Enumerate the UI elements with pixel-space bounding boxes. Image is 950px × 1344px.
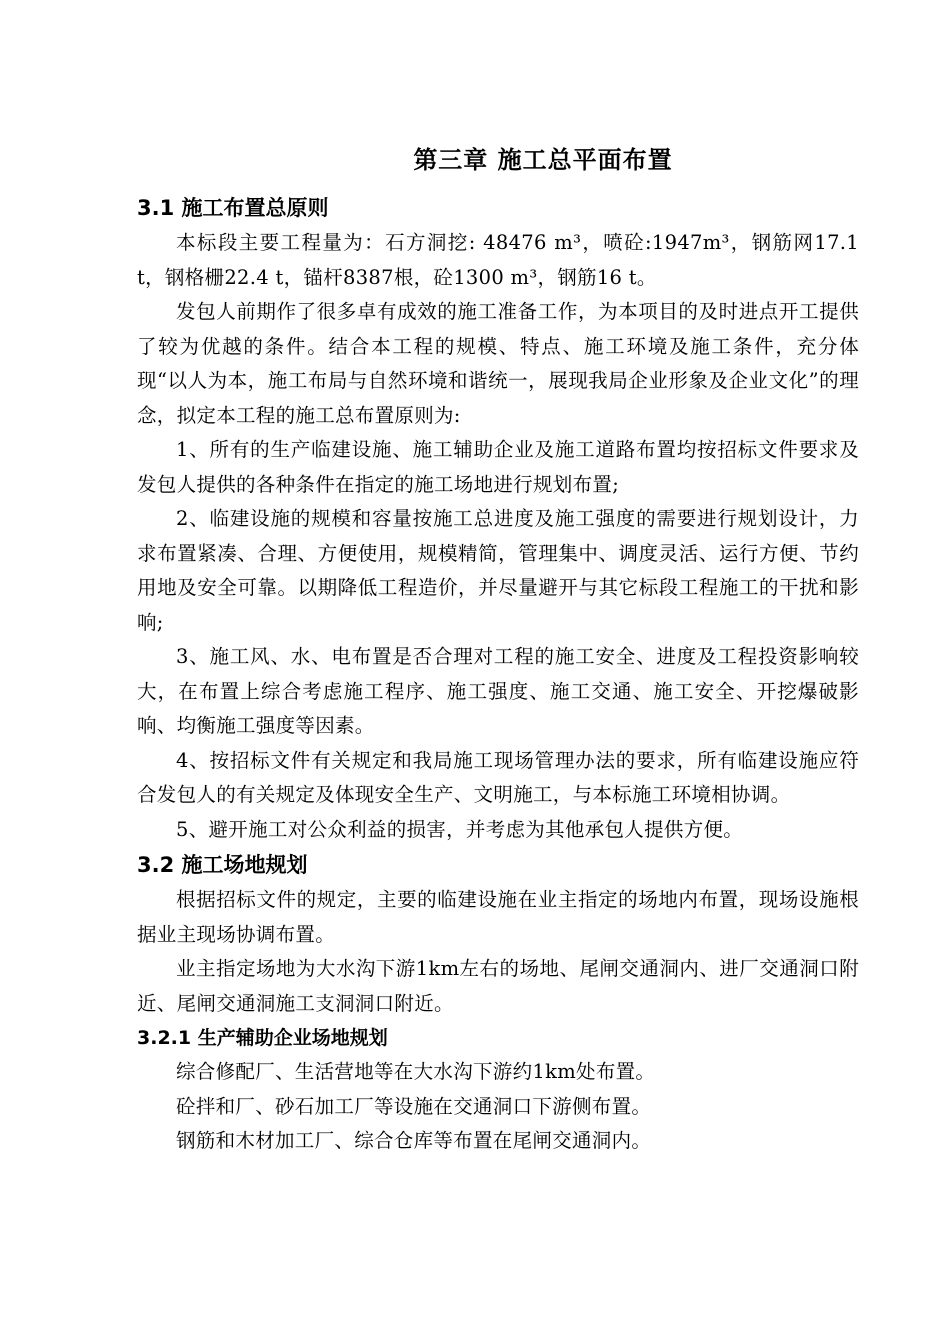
list-item: 3、施工风、水、电布置是否合理对工程的施工安全、进度及工程投资影响较大，在布置上综合考虑施工程序、施工强度、施工交通、施工安全、开挖爆破影响、均衡施工强度等因素。 (137, 645, 859, 737)
list-item: 5、避开施工对公众利益的损害，并考虑为其他承包人提供方便。 (176, 817, 744, 841)
list-item: 1、所有的生产临建设施、施工辅助企业及施工道路布置均按招标文件要求及发包人提供的各种条件在指定的施工场地进行规划布置; (137, 438, 859, 496)
list-item: 2、临建设施的规模和容量按施工总进度及施工强度的需要进行规划设计，力求布置紧凑、合理、方便使用，规模精简，管理集中、调度灵活、运行方便、节约用地及安全可靠。以期降低工程造价，并尽量避开与其它标段工程施工的干扰和影响; (137, 507, 859, 634)
section-3-2-1-heading: 3.2.1 生产辅助企业场地规划 (137, 1027, 388, 1049)
chapter-title: 第三章 施工总平面布置 (413, 146, 673, 174)
paragraph: 业主指定场地为大水沟下游1km左右的场地、尾闸交通洞内、进厂交通洞口附近、尾闸交通洞施工支洞洞口附近。 (137, 957, 859, 1015)
paragraph: 综合修配厂、生活营地等在大水沟下游约1km处布置。 (176, 1060, 656, 1083)
paragraph: 钢筋和木材加工厂、综合仓库等布置在尾闸交通洞内。 (176, 1129, 652, 1152)
list-item: 4、按招标文件有关规定和我局施工现场管理办法的要求，所有临建设施应符合发包人的有关规定及体现安全生产、文明施工，与本标施工环境相协调。 (137, 748, 859, 806)
document-page (137, 140, 859, 1159)
paragraph: 本标段主要工程量为：石方洞挖: 48476 m³，喷砼:1947m³，钢筋网17.1 t，钢格栅22.4 t，锚杆8387根，砼1300 m³，钢筋16 t。 (137, 231, 859, 289)
paragraph: 根据招标文件的规定，主要的临建设施在业主指定的场地内布置，现场设施根据业主现场协调布置。 (137, 888, 859, 946)
section-3-2-heading: 3.2 施工场地规划 (137, 853, 308, 877)
paragraph: 砼拌和厂、砂石加工厂等设施在交通洞口下游侧布置。 (176, 1094, 652, 1118)
paragraph: 发包人前期作了很多卓有成效的施工准备工作，为本项目的及时进点开工提供了较为优越的条件。结合本工程的规模、特点、施工环境及施工条件，充分体现“以人为本，施工布局与自然环境和谐统一，展现我局企业形象及企业文化”的理念，拟定本工程的施工总布置原则为: (137, 300, 859, 427)
section-3-1-heading: 3.1 施工布置总原则 (137, 196, 329, 220)
